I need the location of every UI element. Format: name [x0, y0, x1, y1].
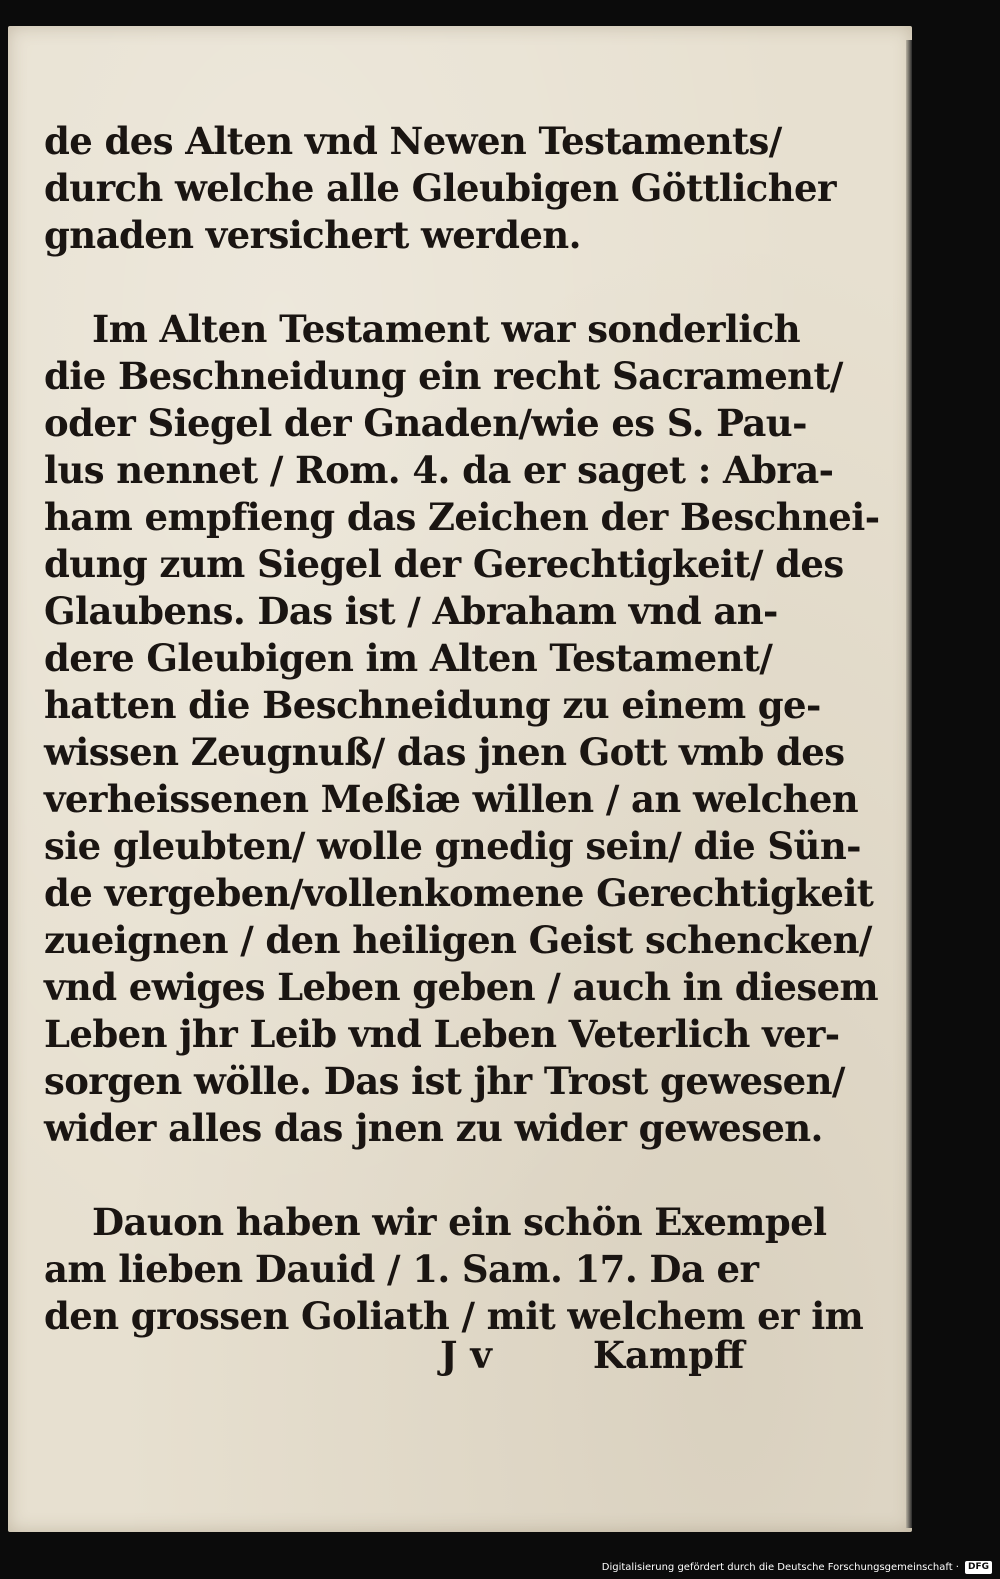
text-line: dung zum Siegel der Gerechtigkeit/ des — [44, 542, 844, 586]
text-line: die Beschneidung ein recht Sacrament/ — [44, 354, 843, 398]
text-line: wider alles das jnen zu wider gewesen. — [44, 1106, 823, 1150]
text-line: zueignen / den heiligen Geist schencken/ — [44, 918, 872, 962]
text-line: Dauon haben wir ein schön Exempel — [92, 1200, 827, 1244]
text-line: Glaubens. Das ist / Abraham vnd an- — [44, 589, 778, 633]
text-line: den grossen Goliath / mit welchem er im — [44, 1294, 864, 1338]
text-line: vnd ewiges Leben geben / auch in diesem — [44, 965, 879, 1009]
text-line: oder Siegel der Gnaden/wie es S. Pau- — [44, 401, 807, 445]
text-line: lus nennet / Rom. 4. da er saget : Abra- — [44, 448, 834, 492]
text-line: de des Alten vnd Newen Testaments/ — [44, 119, 782, 163]
dfg-logo-badge: DFG — [965, 1561, 992, 1574]
text-line: durch welche alle Gleubigen Göttlicher — [44, 166, 836, 210]
footer-credit: Digitalisierung gefördert durch die Deutsche Forschungsgemeinschaft · — [601, 1561, 959, 1573]
text-line: Leben jhr Leib vnd Leben Veterlich ver- — [44, 1012, 840, 1056]
text-line: ham empfieng das Zeichen der Beschnei- — [44, 495, 880, 539]
text-line: sie gleubten/ wolle gnedig sein/ die Sün- — [44, 824, 861, 868]
text-line: de vergeben/vollenkomene Gerechtigkeit — [44, 871, 874, 915]
text-line: verheissenen Meßiæ willen / an welchen — [44, 777, 859, 821]
paragraph-1 — [44, 118, 836, 259]
text-line: wissen Zeugnuß/ das jnen Gott vmb des — [44, 730, 845, 774]
text-line: sorgen wölle. Das ist jhr Trost gewesen/ — [44, 1059, 845, 1103]
text-line: dere Gleubigen im Alten Testament/ — [44, 636, 773, 680]
paragraph-2 — [44, 306, 880, 1152]
body-text — [44, 118, 880, 1340]
text-line: am lieben Dauid / 1. Sam. 17. Da er — [44, 1247, 759, 1291]
text-line: gnaden versichert werden. — [44, 213, 581, 257]
text-line: Im Alten Testament war sonderlich — [92, 307, 801, 351]
signature-mark: J v — [440, 1333, 492, 1377]
page-foot-marks — [440, 1332, 745, 1379]
paragraph-3 — [44, 1199, 864, 1340]
page-edge — [906, 40, 912, 1528]
text-line: hatten die Beschneidung zu einem ge- — [44, 683, 821, 727]
catchword: Kampff — [592, 1333, 745, 1377]
digitization-footer — [602, 1559, 992, 1575]
